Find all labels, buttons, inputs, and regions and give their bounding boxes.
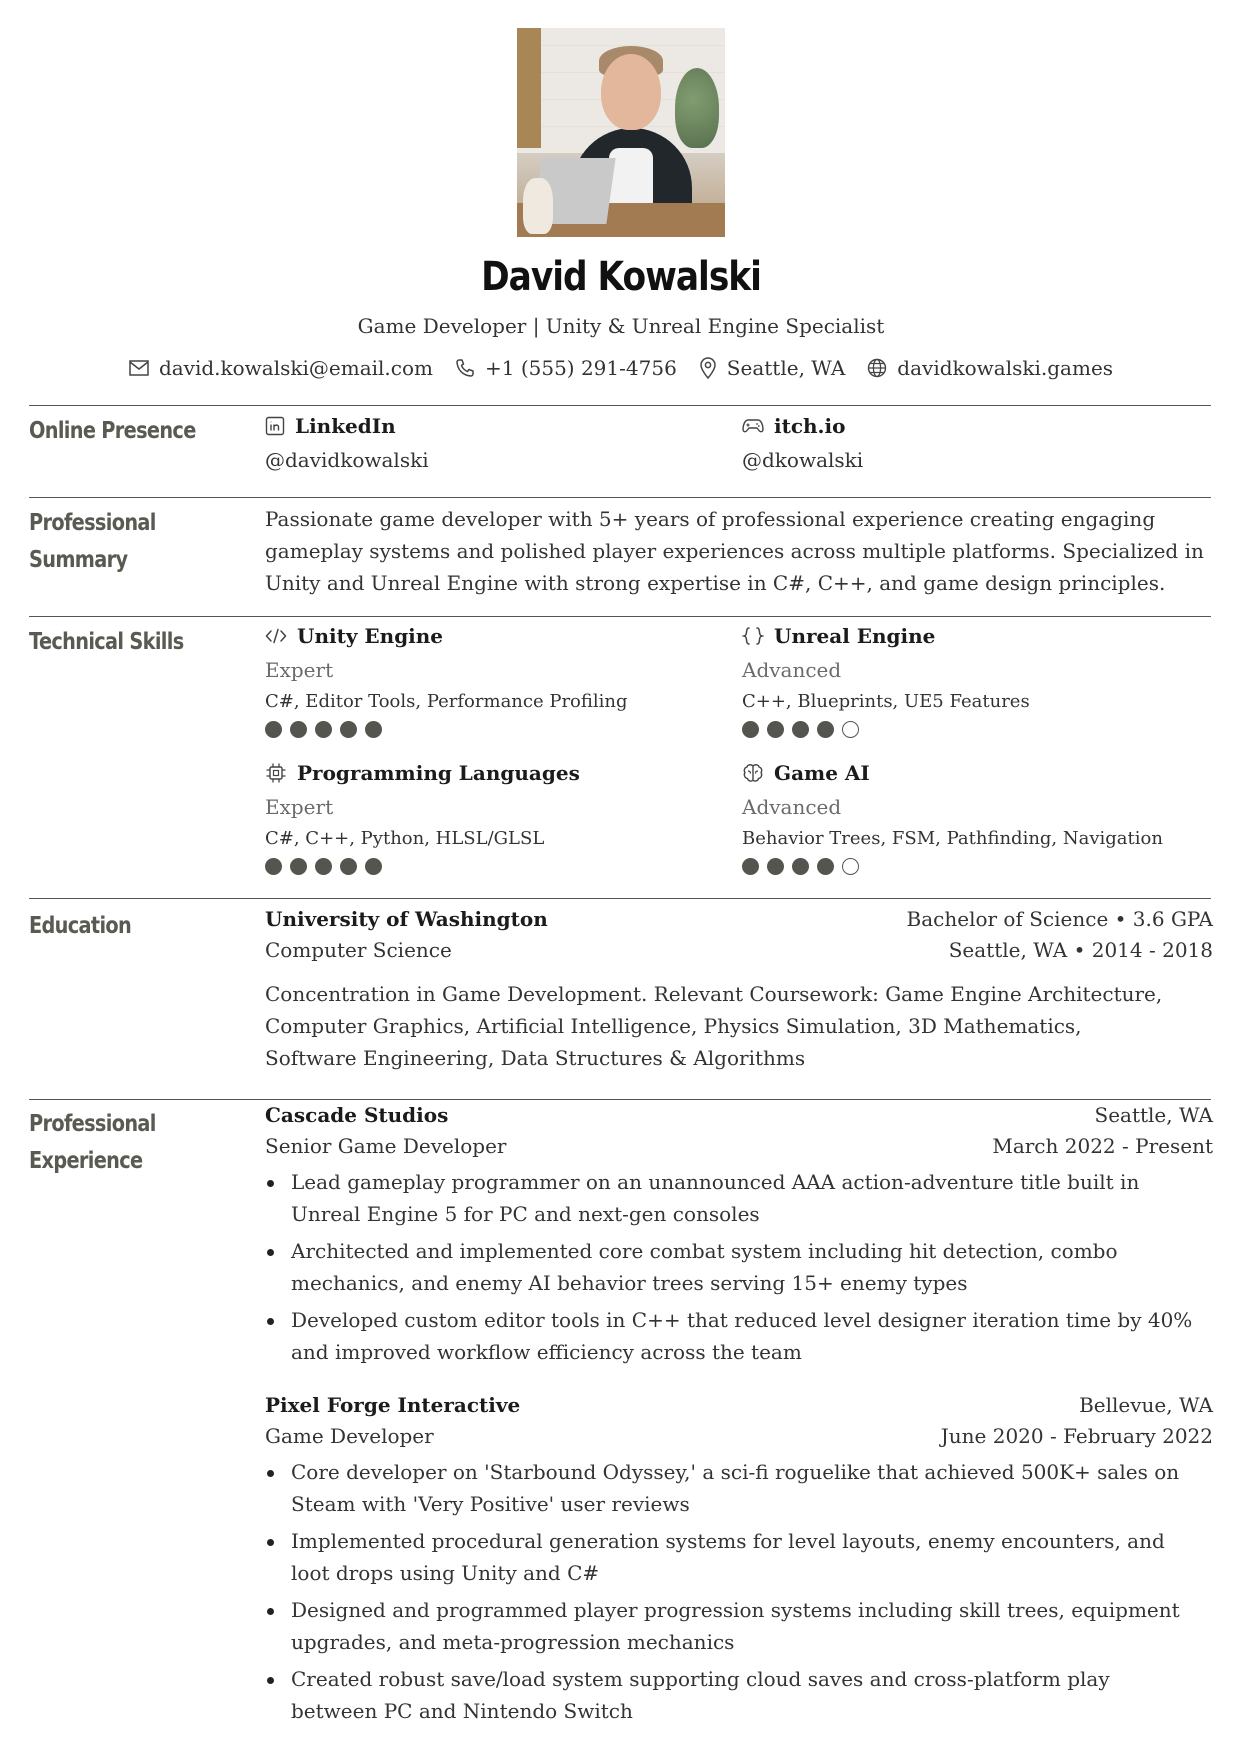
section-title-experience (29, 1106, 222, 1180)
job-role: Game Developer (265, 1424, 434, 1448)
skill-level: Advanced (742, 795, 842, 819)
skill-level: Advanced (742, 658, 842, 682)
contact-email[interactable] (129, 356, 433, 380)
rating-dot-filled (742, 721, 759, 738)
company-name: Cascade Studios (265, 1103, 449, 1127)
rating-dot-filled (265, 721, 282, 738)
mail-icon (129, 360, 149, 376)
section-title-online-presence: Online Presence (29, 418, 196, 444)
skill-details: C#, Editor Tools, Performance Profiling (265, 691, 628, 712)
contact-website[interactable] (867, 356, 1113, 380)
skill-name: Programming Languages (297, 761, 580, 785)
divider (29, 405, 1211, 406)
job-bullet: Designed and programmed player progression systems including skill trees, equipment upgrades, and meta-progression mechanics (265, 1595, 1195, 1658)
divider (29, 616, 1211, 617)
skill-details: C#, C++, Python, HLSL/GLSL (265, 828, 545, 849)
linkedin-icon (265, 416, 285, 436)
skill-rating (265, 721, 725, 738)
skill-rating (742, 858, 1202, 875)
job-bullet: Developed custom editor tools in C++ that reduced level designer iteration time by 40% and improved workflow efficiency across the team (265, 1305, 1195, 1368)
section-title-line: Experience (29, 1148, 143, 1174)
job-bullets (265, 1457, 1195, 1733)
online-item-name: itch.io (774, 414, 846, 438)
school-name: University of Washington (265, 907, 548, 931)
online-item-name: LinkedIn (295, 414, 396, 438)
globe-icon (867, 358, 887, 378)
skill-name: Game AI (774, 761, 870, 785)
job-location: Bellevue, WA (1079, 1393, 1213, 1417)
job-role: Senior Game Developer (265, 1134, 507, 1158)
online-item-itchio[interactable] (742, 414, 863, 472)
skill-card (742, 761, 1202, 875)
rating-dot-filled (265, 858, 282, 875)
rating-dot-filled (792, 721, 809, 738)
job-bullet: Implemented procedural generation systems for level layouts, enemy encounters, and loot drops using Unity and C# (265, 1526, 1195, 1589)
rating-dot-filled (792, 858, 809, 875)
gamepad-icon (742, 417, 764, 435)
rating-dot-filled (817, 721, 834, 738)
skill-level: Expert (265, 795, 334, 819)
job-bullet: Created robust save/load system supporting cloud saves and cross-platform play between PC and Nintendo Switch (265, 1664, 1195, 1727)
divider (29, 1099, 1211, 1100)
job-bullets (265, 1167, 1195, 1374)
candidate-name: David Kowalski (481, 254, 761, 300)
skill-name: Unity Engine (297, 624, 444, 648)
company-name: Pixel Forge Interactive (265, 1393, 521, 1417)
phone-text: +1 (555) 291-4756 (484, 356, 677, 380)
rating-dot-filled (817, 858, 834, 875)
contact-phone[interactable] (455, 356, 677, 380)
rating-dot-filled (290, 858, 307, 875)
rating-dot-filled (340, 721, 357, 738)
rating-dot-filled (365, 721, 382, 738)
contact-bar (0, 356, 1242, 380)
summary-text: Passionate game developer with 5+ years of professional experience creating engaging gameplay systems and polished player experiences across multiple platforms. Specialized in Unity and Unreal Engine with strong expertise in C#, C++, and game design principles. (265, 507, 1204, 595)
rating-dot-empty (842, 858, 859, 875)
rating-dot-filled (290, 721, 307, 738)
phone-icon (455, 358, 475, 378)
job-dates: March 2022 - Present (992, 1134, 1213, 1158)
skill-level: Expert (265, 658, 334, 682)
section-title-education: Education (29, 913, 132, 939)
skill-rating (265, 858, 725, 875)
location-text: Seattle, WA (726, 356, 846, 380)
section-title-line: Professional (29, 1111, 156, 1137)
online-item-handle: @davidkowalski (265, 448, 429, 472)
braces-icon (742, 626, 764, 646)
skill-card (742, 624, 1202, 738)
job-bullet: Architected and implemented core combat system including hit detection, combo mechanics, and enemy AI behavior trees serving 15+ enemy types (265, 1236, 1195, 1299)
rating-dot-filled (365, 858, 382, 875)
rating-dot-filled (767, 858, 784, 875)
rating-dot-filled (767, 721, 784, 738)
website-text: davidkowalski.games (897, 356, 1114, 380)
rating-dot-filled (315, 721, 332, 738)
email-text: david.kowalski@email.com (158, 356, 433, 380)
skill-details: Behavior Trees, FSM, Pathfinding, Navigation (742, 828, 1163, 849)
divider (29, 497, 1211, 498)
brain-icon (742, 763, 764, 783)
job-location: Seattle, WA (1094, 1103, 1213, 1127)
online-item-linkedin[interactable] (265, 414, 429, 472)
section-title-summary: Professional Summary (29, 510, 156, 573)
education-description: Concentration in Game Development. Relevant Coursework: Game Engine Architecture, Computer Graphics, Artificial Intelligence, Physics Simulation, 3D Mathematics, Software Engineering, Data Structures & Algorithms (265, 982, 1163, 1070)
skill-details: C++, Blueprints, UE5 Features (742, 691, 1030, 712)
section-title-skills: Technical Skills (29, 629, 184, 655)
contact-location (699, 356, 846, 380)
location-pin-icon (699, 357, 717, 379)
online-item-handle: @dkowalski (742, 448, 864, 472)
job-dates: June 2020 - February 2022 (940, 1424, 1213, 1448)
job-bullet: Core developer on 'Starbound Odyssey,' a sci-fi roguelike that achieved 500K+ sales on Steam with 'Very Positive' user reviews (265, 1457, 1195, 1520)
job-bullet: Lead gameplay programmer on an unannounced AAA action-adventure title built in Unreal Engine 5 for PC and next-gen consoles (265, 1167, 1195, 1230)
skill-rating (742, 721, 1202, 738)
candidate-title: Game Developer | Unity & Unreal Engine Specialist (357, 314, 885, 338)
rating-dot-filled (340, 858, 357, 875)
profile-photo (517, 28, 725, 237)
field-of-study: Computer Science (265, 938, 452, 962)
skill-card (265, 761, 725, 875)
rating-dot-empty (842, 721, 859, 738)
degree-gpa: Bachelor of Science • 3.6 GPA (906, 907, 1213, 931)
rating-dot-filled (742, 858, 759, 875)
education-location-dates: Seattle, WA • 2014 - 2018 (948, 938, 1213, 962)
rating-dot-filled (315, 858, 332, 875)
chip-icon (265, 762, 287, 784)
skill-card (265, 624, 725, 738)
skill-name: Unreal Engine (774, 624, 936, 648)
code-icon (265, 628, 287, 644)
divider (29, 898, 1211, 899)
